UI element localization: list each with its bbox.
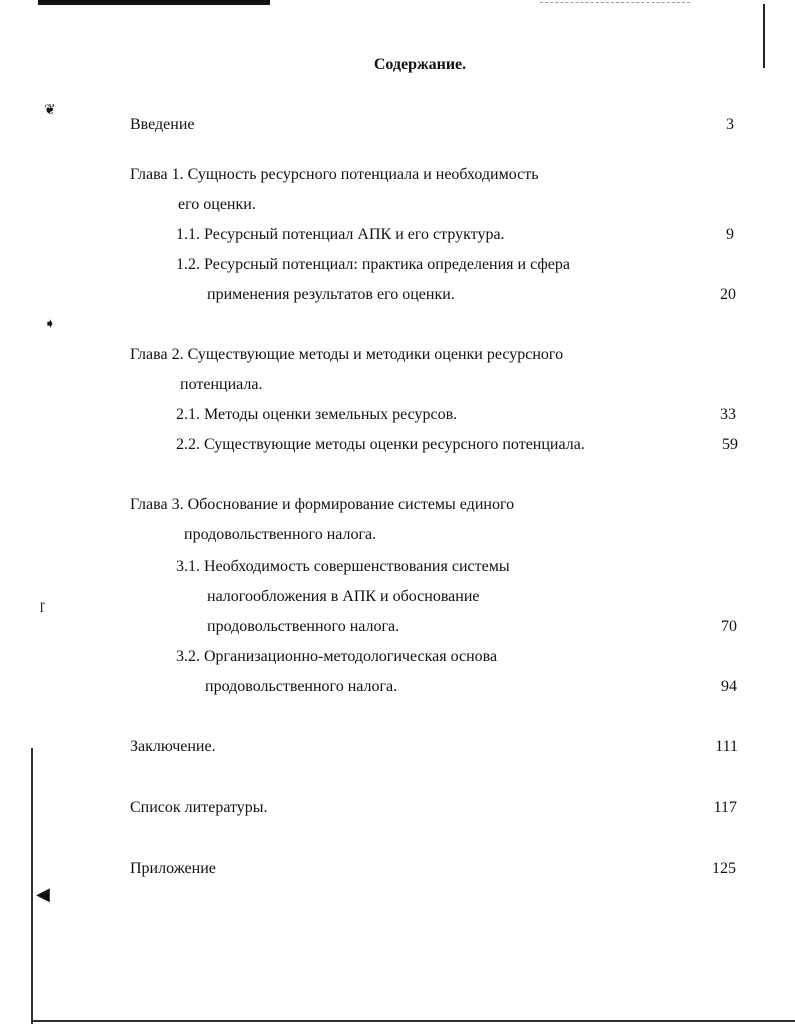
toc-page-number: 59 [722, 436, 738, 453]
toc-entry: продовольственного налога. [205, 678, 398, 695]
toc-entry: применения результатов его оценки. [207, 286, 455, 303]
toc-entry: Глава 3. Обоснование и формирование системы единого [130, 496, 515, 513]
scan-dash-top [540, 2, 690, 3]
toc-entry: 2.2. Существующие методы оценки ресурсного потенциала. [176, 436, 585, 453]
toc-page-number: 9 [726, 226, 734, 243]
toc-entry: налогообложения в АПК и обоснование [207, 588, 480, 605]
toc-entry: Список литературы. [130, 799, 268, 816]
scan-edge-left [31, 748, 33, 1024]
margin-mark-icon: ➧ [44, 317, 56, 332]
toc-page-number: 117 [713, 799, 737, 816]
page-title: Содержание. [373, 56, 467, 73]
toc-page-number: 70 [721, 618, 737, 635]
toc-entry: потенциала. [180, 376, 263, 393]
toc-entry: 2.1. Методы оценки земельных ресурсов. [176, 406, 458, 423]
toc-entry: 3.2. Организационно-методологическая основа [176, 648, 498, 665]
toc-entry: Приложение [130, 860, 216, 877]
toc-entry: 3.1. Необходимость совершенствования системы [176, 558, 510, 575]
toc-page-number: 3 [726, 116, 734, 133]
toc-entry: 1.1. Ресурсный потенциал АПК и его структура. [176, 226, 505, 243]
toc-page-number: 111 [715, 738, 738, 755]
toc-entry: его оценки. [178, 196, 256, 213]
toc-entry: Заключение. [130, 738, 216, 755]
toc-entry: продовольственного налога. [207, 618, 400, 635]
margin-mark-icon: ◀ [36, 884, 50, 904]
toc-entry: продовольственного налога. [184, 526, 377, 543]
toc-entry: 1.2. Ресурсный потенциал: практика определения и сфера [176, 256, 570, 273]
scan-edge-top [38, 0, 270, 5]
margin-mark-icon: ❦ [44, 103, 56, 118]
toc-page-number: 33 [720, 406, 736, 423]
toc-entry: Введение [130, 116, 195, 133]
scan-edge-bottom [31, 1020, 795, 1022]
margin-mark-icon: ɼ [40, 598, 45, 613]
toc-page-number: 94 [721, 678, 737, 695]
toc-entry: Глава 2. Существующие методы и методики оценки ресурсного [130, 346, 564, 363]
toc-entry: Глава 1. Сущность ресурсного потенциала и необходимость [130, 166, 539, 183]
toc-page-number: 125 [712, 860, 736, 877]
toc-page-number: 20 [720, 286, 736, 303]
